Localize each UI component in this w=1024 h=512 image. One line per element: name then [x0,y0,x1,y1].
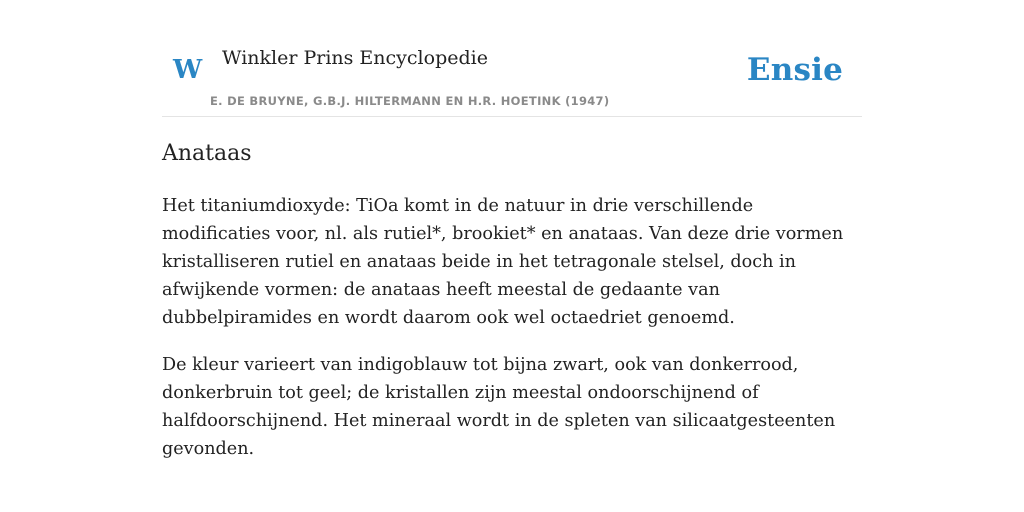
encyclopedia-title[interactable]: Winkler Prins Encyclopedie [222,47,488,69]
encyclopedia-authors: E. DE BRUYNE, G.B.J. HILTERMANN EN H.R. HOETINK (1947) [210,94,610,108]
winkler-prins-logo-icon[interactable]: W [173,55,203,85]
entry-headword: Anataas [162,141,252,166]
entry-paragraph: Het titaniumdioxyde: TiOa komt in de natuur in drie verschillende modificaties voor, nl. als rutiel*, brookiet* en anataas. Van deze drie vormen kristalliseren rutiel en anataas beide in het tetragonale stelsel, doch in afwijkende vormen: de anataas heeft meestal de gedaante van dubbelpiramides en wordt daarom ook wel octaedriet genoemd. [162,196,844,328]
encyclopedia-header [162,40,862,117]
entry-paragraph: De kleur varieert van indigoblauw tot bijna zwart, ook van donkerrood, donkerbruin tot geel; de kristallen zijn meestal ondoorschijnend of halfdoorschijnend. Het mineraal wordt in de spleten van silicaatgesteenten gevonden. [162,355,836,459]
ensie-logo[interactable]: Ensie [746,52,843,88]
entry-body [162,192,862,482]
